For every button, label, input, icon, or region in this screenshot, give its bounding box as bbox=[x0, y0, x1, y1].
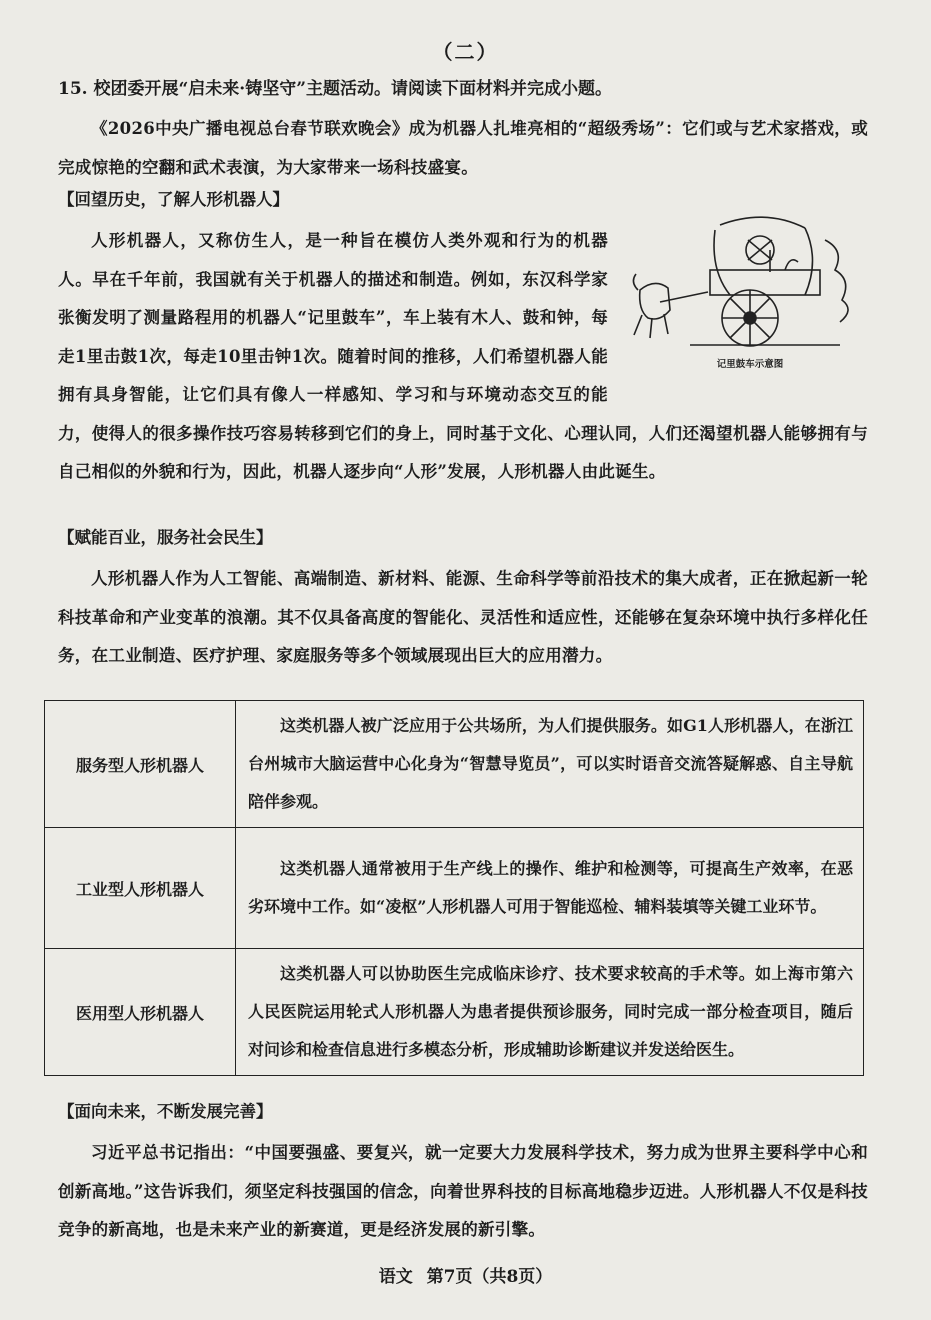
section2-paragraph: 人形机器人作为人工智能、高端制造、新材料、能源、生命科学等前沿技术的集大成者，正在掀起新一轮科技革命和产业变革的浪潮。其不仅具备高度的智能化、灵活性和适应性，还能够在复杂环境中执行多样化任务，在工业制造、医疗护理、家庭服务等多个领域展现出巨大的应用潜力。 bbox=[58, 569, 868, 665]
section3-heading: 【面向未来，不断发展完善】 bbox=[58, 1102, 273, 1121]
odometer-cart-illustration bbox=[620, 210, 860, 355]
question-title: 15. 校团委开展“启未来·铸坚守”主题活动。请阅读下面材料并完成小题。 bbox=[58, 79, 612, 99]
section2-heading: 【赋能百业，服务社会民生】 bbox=[58, 528, 273, 547]
table-row bbox=[45, 701, 864, 828]
section1-text: 人形机器人，又称仿生人，是一种旨在模仿人类外观和行为的机器人。早在千年前，我国就有关于机器人的描述和制造。例如，东汉科学家张衡发明了测量路程用的机器人“记里鼓车”，车上装有木人、鼓和钟，每走1里击鼓1次，每走10里击钟1次。随着时间的推移，人们希望机器人能拥有具身智能，让它们具有像人一样感知、学习和与环境动态交互的能力，使得人的很多操作技巧容易转移到它们的身上，同时基于文化、心理认同，人们还渴望机器人能够拥有与自己相似的外貌和行为，因此，机器人逐步向“人形”发展，人形机器人由此诞生。 bbox=[58, 231, 868, 481]
page-footer bbox=[0, 1262, 931, 1287]
table-description-cell: 这类机器人通常被用于生产线上的操作、维护和检测等，可提高生产效率，在恶劣环境中工作。如“凌枢”人形机器人可用于智能巡检、辅料装填等关键工业环节。 bbox=[236, 828, 864, 949]
table-description-cell: 这类机器人被广泛应用于公共场所，为人们提供服务。如G1人形机器人，在浙江台州城市大脑运营中心化身为“智慧导览员”，可以实时语音交流答疑解惑、自主导航陪伴参观。 bbox=[236, 701, 864, 828]
section1-heading: 【回望历史，了解人形机器人】 bbox=[58, 190, 289, 209]
table-row bbox=[45, 828, 864, 949]
intro-paragraph: 《2026中央广播电视总台春节联欢晚会》成为机器人扎堆亮相的“超级秀场”：它们或与艺术家搭戏，或完成惊艳的空翻和武术表演，为大家带来一场科技盛宴。 bbox=[58, 119, 868, 177]
table-type-cell: 工业型人形机器人 bbox=[45, 828, 236, 949]
footer-subject: 语文 bbox=[378, 1267, 413, 1287]
figure-caption: 记里鼓车示意图 bbox=[716, 359, 784, 370]
odometer-cart-figure bbox=[620, 210, 860, 380]
robot-types-table bbox=[44, 700, 864, 1076]
table-type-cell: 医用型人形机器人 bbox=[45, 949, 236, 1076]
section-number: （二） bbox=[432, 40, 499, 64]
table-description-cell: 这类机器人可以协助医生完成临床诊疗、技术要求较高的手术等。如上海市第六人民医院运用轮式人形机器人为患者提供预诊服务，同时完成一部分检查项目，随后对问诊和检查信息进行多模态分析，形成辅助诊断建议并发送给医生。 bbox=[236, 949, 864, 1076]
footer-page-number: 第7页（共8页） bbox=[426, 1267, 553, 1287]
table-type-cell: 服务型人形机器人 bbox=[45, 701, 236, 828]
table-row bbox=[45, 949, 864, 1076]
section3-paragraph: 习近平总书记指出：“中国要强盛、要复兴，就一定要大力发展科学技术，努力成为世界主要科学中心和创新高地。”这告诉我们，须坚定科技强国的信念，向着世界科技的目标高地稳步迈进。人形机器人不仅是科技竞争的新高地，也是未来产业的新赛道，更是经济发展的新引擎。 bbox=[58, 1143, 868, 1239]
